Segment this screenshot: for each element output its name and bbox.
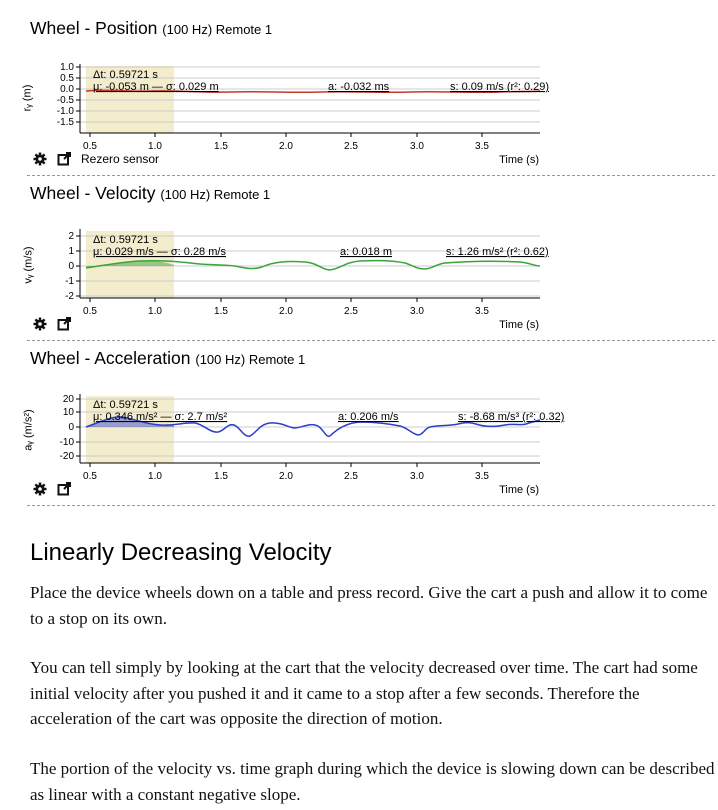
- mean-sigma-label: μ: 0.029 m/s — σ: 0.28 m/s: [93, 246, 226, 258]
- delta-t-label: Δt: 0.59721 s: [93, 69, 158, 81]
- external-link-icon[interactable]: [57, 317, 71, 331]
- y-axis-label: rᵧ (m): [21, 84, 34, 112]
- area-label: a: 0.206 m/s: [338, 411, 399, 423]
- panel-controls: [33, 482, 81, 496]
- tick-label: 3.0: [410, 306, 424, 317]
- y-tick-labels: [57, 62, 75, 128]
- x-axis-title: Time (s): [499, 319, 539, 331]
- gear-icon[interactable]: [33, 317, 47, 331]
- panel-controls: [33, 152, 159, 166]
- position-panel: [0, 0, 718, 180]
- panel-title: Wheel - Velocity (100 Hz) Remote 1: [30, 183, 271, 203]
- mean-sigma-label: μ: 0.346 m/s² — σ: 2.7 m/s²: [93, 411, 228, 423]
- x-ticks: [90, 463, 482, 467]
- y-tick-labels: [65, 231, 74, 302]
- tick-label: 2.5: [344, 141, 358, 152]
- tick-label: 1.5: [214, 306, 228, 317]
- tick-label: 0: [68, 422, 74, 433]
- area-label: a: 0.018 m: [340, 246, 392, 258]
- tick-label: 2.5: [344, 306, 358, 317]
- tick-label: -20: [59, 451, 74, 462]
- tick-label: -1: [65, 276, 74, 287]
- tick-label: 0.5: [83, 306, 97, 317]
- gear-icon[interactable]: [33, 482, 47, 496]
- x-ticks: [90, 133, 482, 137]
- tick-label: 2.0: [279, 141, 293, 152]
- tick-label: 3.5: [475, 306, 489, 317]
- tick-label: 10: [62, 407, 74, 418]
- external-link-icon[interactable]: [57, 482, 71, 496]
- tick-label: 3.0: [410, 141, 424, 152]
- delta-t-label: Δt: 0.59721 s: [93, 399, 158, 411]
- velocity-panel: [0, 165, 718, 345]
- y-axis-label: vᵧ (m/s): [22, 246, 35, 284]
- y-ticks: [76, 236, 80, 296]
- rezero-sensor-button[interactable]: Rezero sensor: [81, 152, 160, 166]
- tick-label: 2.0: [279, 306, 293, 317]
- tick-label: 0: [68, 261, 74, 272]
- velocity-plot[interactable]: [0, 165, 718, 345]
- tick-label: 2.0: [279, 471, 293, 482]
- tick-label: 1.5: [214, 471, 228, 482]
- gear-icon[interactable]: [33, 152, 47, 166]
- y-ticks: [76, 67, 80, 122]
- x-axis-title: Time (s): [499, 154, 539, 166]
- tick-label: 3.0: [410, 471, 424, 482]
- tick-label: -1.5: [56, 117, 74, 128]
- acceleration-plot[interactable]: [0, 330, 718, 510]
- y-ticks: [76, 399, 80, 456]
- paragraph: You can tell simply by looking at the cart that the velocity decreased over time. The cart had some initial velocity after you pushed it and it came to a stop after a few seconds. Therefore the acceleration of the cart was opposite the direction of motion.: [30, 658, 698, 728]
- tick-label: 3.5: [475, 141, 489, 152]
- slope-label: s: -8.68 m/s³ (r²: 0.32): [458, 411, 565, 423]
- y-axis-label: aᵧ (m/s²): [22, 409, 35, 451]
- tick-label: -0.5: [56, 95, 74, 106]
- tick-label: -1.0: [56, 106, 74, 117]
- x-tick-labels: [83, 306, 489, 317]
- paragraph: The portion of the velocity vs. time graph during which the device is slowing down can be described as linear with a constant negative slope.: [30, 759, 715, 804]
- panel-title: Wheel - Position (100 Hz) Remote 1: [30, 18, 273, 38]
- x-tick-labels: [83, 471, 489, 482]
- tick-label: 1.0: [148, 306, 162, 317]
- tick-label: 20: [62, 394, 74, 405]
- y-tick-labels: [60, 394, 75, 462]
- tick-label: 0.5: [60, 73, 74, 84]
- acceleration-panel: [0, 330, 718, 510]
- panel-title: Wheel - Acceleration (100 Hz) Remote 1: [30, 348, 306, 368]
- tick-label: 1: [68, 246, 74, 257]
- external-link-icon[interactable]: [57, 152, 71, 166]
- tick-label: 1.0: [148, 141, 162, 152]
- tick-label: 0.0: [60, 84, 74, 95]
- panel-controls: [33, 317, 81, 331]
- tick-label: 2.5: [344, 471, 358, 482]
- tick-label: -10: [59, 437, 74, 448]
- mean-sigma-label: μ: -0.053 m — σ: 0.029 m: [93, 81, 219, 93]
- x-ticks: [90, 298, 482, 302]
- x-tick-labels: [83, 141, 489, 152]
- tick-label: -2: [65, 291, 74, 302]
- slope-label: s: 1.26 m/s² (r²: 0.62): [446, 246, 549, 258]
- tick-label: 1.0: [60, 62, 74, 73]
- tick-label: 2: [68, 231, 74, 242]
- article-heading: Linearly Decreasing Velocity: [30, 539, 332, 566]
- divider: [27, 505, 715, 506]
- delta-t-label: Δt: 0.59721 s: [93, 234, 158, 246]
- tick-label: 1.5: [214, 141, 228, 152]
- x-axis-title: Time (s): [499, 484, 539, 496]
- tick-label: 1.0: [148, 471, 162, 482]
- tick-label: 0.5: [83, 471, 97, 482]
- area-label: a: -0.032 ms: [328, 81, 390, 93]
- tick-label: 0.5: [83, 141, 97, 152]
- slope-label: s: 0.09 m/s (r²: 0.29): [450, 81, 550, 93]
- paragraph: Place the device wheels down on a table and press record. Give the cart a push and allow it to come to a stop on its own.: [30, 583, 708, 628]
- tick-label: 3.5: [475, 471, 489, 482]
